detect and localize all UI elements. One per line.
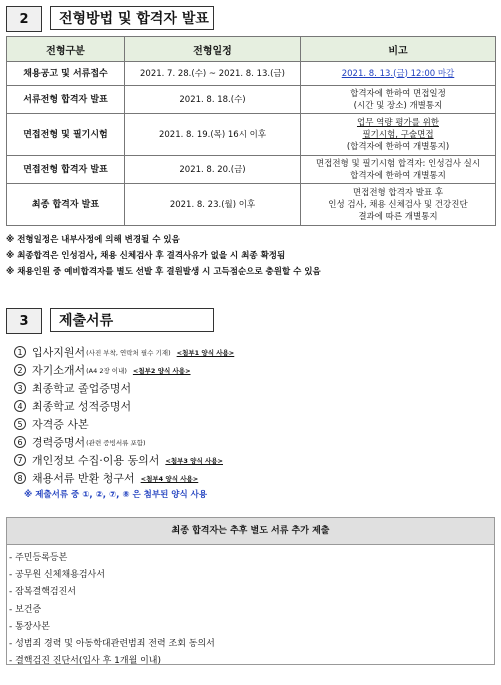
list-item: - 공무원 신체채용검사서 <box>9 570 105 581</box>
table-row <box>7 184 496 226</box>
item-number: 2 <box>14 364 26 376</box>
document-name: 최종학교 졸업증명서 <box>32 382 132 395</box>
remark-line: 합격자에 한하여 면접일정 <box>350 88 446 99</box>
header-schedule: 전형일정 <box>125 37 301 62</box>
box-list <box>7 545 494 670</box>
item-number: 8 <box>14 472 26 484</box>
document-name: 최종학교 성적증명서 <box>32 400 132 413</box>
document-name: 입사지원서 <box>32 346 86 359</box>
attachment-label: <첨부4 양식 사용> <box>140 474 199 483</box>
row-category: 면접전형 및 필기시험 <box>7 114 125 156</box>
box-title: 최종 합격자는 추후 별도 서류 추가 제출 <box>7 518 494 545</box>
list-item <box>14 469 234 487</box>
attachment-label: <첨부2 양식 사용> <box>132 366 191 375</box>
remark-line: 면접전형 합격자 발표 후 <box>352 187 444 198</box>
item-number: 6 <box>14 436 26 448</box>
list-item: - 결핵검진 진단서(입사 후 1개월 이내) <box>9 656 162 667</box>
header-remark: 비고 <box>301 37 496 62</box>
table-row <box>7 156 496 184</box>
remark-line: 인성 검사, 채용 신체검사 및 건강진단 <box>328 199 468 210</box>
remark-line: 합격자에 한하여 개별통지 <box>350 170 446 181</box>
list-item: - 성범죄 경력 및 아동학대관련범죄 전력 조회 동의서 <box>9 638 215 649</box>
section-number: 3 <box>6 308 42 334</box>
table-row <box>7 86 496 114</box>
document-name: 자격증 사본 <box>32 418 89 431</box>
table-row <box>7 62 496 86</box>
final-documents-box <box>6 517 495 665</box>
remark-line: (시간 및 장소) 개별통지 <box>353 100 443 111</box>
section-number: 2 <box>6 6 42 32</box>
list-item: - 보건증 <box>9 604 42 615</box>
remark-line: 업무 역량 평가를 위한 <box>356 117 439 128</box>
list-item <box>14 343 234 361</box>
document-name: 자기소개서 <box>32 364 86 377</box>
note-line: ※ 최종합격은 인성검사, 채용 신체검사 후 결격사유가 없을 시 최종 확정됨 <box>6 251 286 261</box>
note-line: ※ 전형일정은 내부사정에 의해 변경될 수 있음 <box>6 235 180 245</box>
row-date: 2021. 8. 20.(금) <box>125 156 301 184</box>
document-note: (관련 증빙서류 포함) <box>86 438 146 447</box>
row-remark <box>301 86 496 114</box>
remark-line: (합격자에 한하여 개별통지) <box>346 141 450 152</box>
row-remark <box>301 184 496 226</box>
remark-line: 필기시험, 구술면접 <box>362 129 434 140</box>
document-name: 개인정보 수집·이용 동의서 <box>32 454 160 467</box>
row-remark <box>301 62 496 86</box>
list-item <box>14 451 234 469</box>
document-name: 채용서류 반환 청구서 <box>32 472 135 485</box>
remark-line: 결과에 따른 개별통지 <box>358 211 438 222</box>
section-3-header <box>6 308 214 334</box>
list-item <box>14 415 234 433</box>
deadline-text: 2021. 8. 13.(금) 12:00 마감 <box>341 68 455 79</box>
item-number: 3 <box>14 382 26 394</box>
list-item: - 잠복결핵검진서 <box>9 587 76 598</box>
row-date: 2021. 8. 19.(목) 16시 이후 <box>125 114 301 156</box>
attached-form-note: ※ 제출서류 중 ①, ②, ⑦, ⑧ 은 첨부된 양식 사용 <box>24 490 208 500</box>
list-item: - 주민등록등본 <box>9 553 68 563</box>
item-number: 4 <box>14 400 26 412</box>
remark-line: 면접전형 및 필기시험 합격자: 인성검사 실시 <box>315 158 481 169</box>
row-date: 2021. 7. 28.(수) ~ 2021. 8. 13.(금) <box>125 62 301 86</box>
row-remark <box>301 156 496 184</box>
row-date: 2021. 8. 18.(수) <box>125 86 301 114</box>
list-item: - 통장사본 <box>9 621 50 632</box>
header-category: 전형구분 <box>7 37 125 62</box>
item-number: 7 <box>14 454 26 466</box>
section-title: 전형방법 및 합격자 발표 <box>50 6 214 30</box>
list-item <box>14 379 234 397</box>
row-category: 면접전형 합격자 발표 <box>7 156 125 184</box>
document-note: (A4 2장 이내) <box>86 366 127 375</box>
section-2-header <box>6 6 214 32</box>
section-title: 제출서류 <box>50 308 214 332</box>
table-row <box>7 114 496 156</box>
row-category: 채용공고 및 서류접수 <box>7 62 125 86</box>
list-item <box>14 433 234 451</box>
list-item <box>14 361 234 379</box>
schedule-table <box>6 36 496 226</box>
row-remark <box>301 114 496 156</box>
attachment-label: <첨부1 양식 사용> <box>176 348 235 357</box>
item-number: 1 <box>14 346 26 358</box>
table-header-row <box>7 37 496 62</box>
schedule-notes <box>6 232 321 280</box>
document-list <box>14 343 234 503</box>
item-number: 5 <box>14 418 26 430</box>
list-item <box>14 397 234 415</box>
row-category: 서류전형 합격자 발표 <box>7 86 125 114</box>
document-name: 경력증명서 <box>32 436 86 449</box>
note-line: ※ 채용인원 중 예비합격자를 별도 선발 후 결원발생 시 고득점순으로 충원할 수 있음 <box>6 267 321 277</box>
document-note: (사진 부착, 연락처 필수 기재) <box>86 348 171 357</box>
attachment-label: <첨부3 양식 사용> <box>165 456 223 465</box>
row-category: 최종 합격자 발표 <box>7 184 125 226</box>
row-date: 2021. 8. 23.(월) 이후 <box>125 184 301 226</box>
